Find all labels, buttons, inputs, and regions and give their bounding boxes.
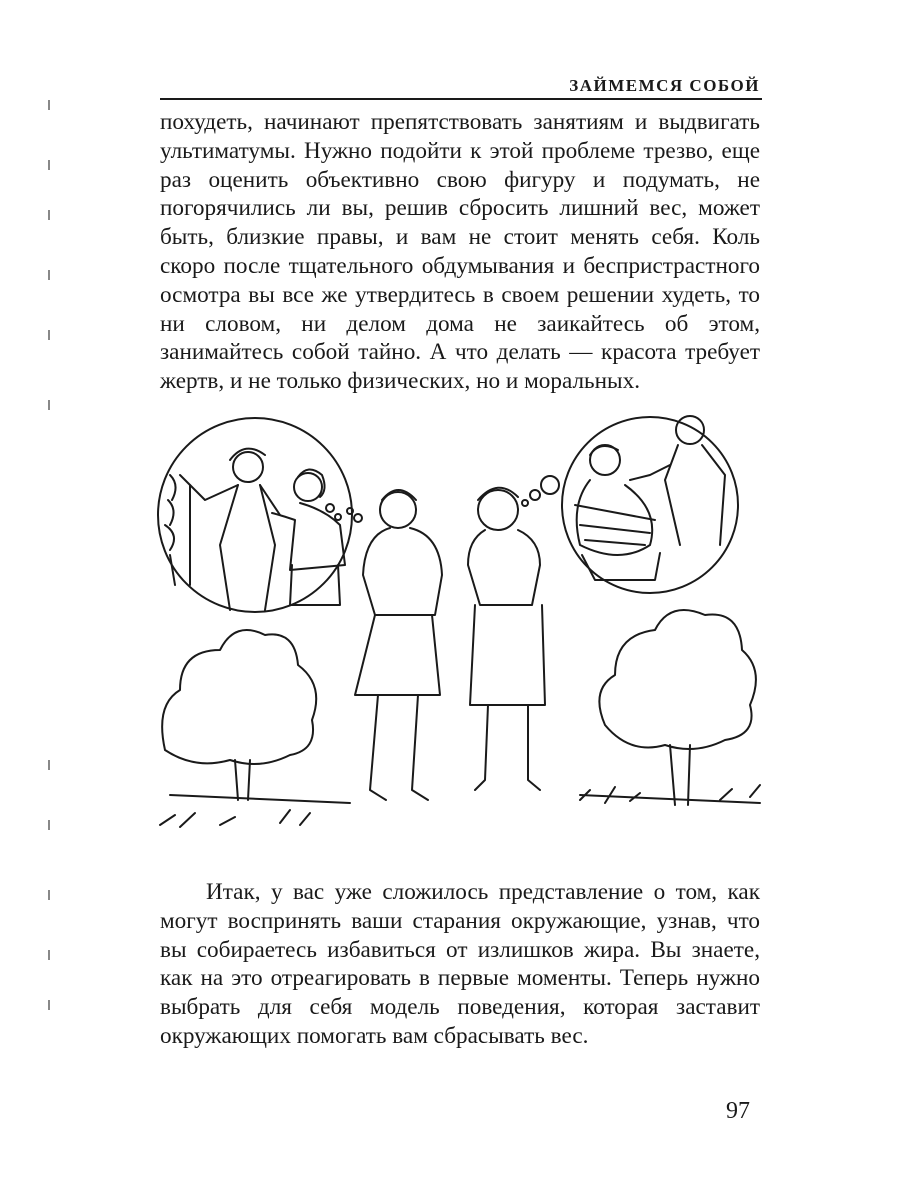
ground-grass — [160, 785, 760, 827]
bush-left — [162, 630, 350, 803]
thought-dots-left — [347, 508, 362, 522]
illustration — [150, 405, 770, 845]
thought-dots-right — [522, 476, 559, 506]
page-number: 97 — [726, 1098, 750, 1124]
scan-edge-marks — [40, 100, 60, 1050]
thought-bubble-right — [562, 416, 738, 593]
paragraph-top: похудеть, начинают препятствовать занятиям и выдвигать ультиматумы. Нужно подойти к этой проблеме трезво, еще раз оценить объективно свою фигуру и подумать, не погорячились ли вы, решив сбросить лишний вес, может быть, близкие правы, и вам не стоит менять себя. Коль скоро после тщательного обдумывания и беспристрастного осмотра вы все же утвердитесь в своем решении худеть, то ни словом, ни делом дома не заикайтесь об этом, занимайтесь собой тайно. А что делать — красота требует жертв, и не только физических, но и моральных. — [160, 109, 760, 395]
bush-right — [580, 610, 760, 805]
thought-bubble-left — [158, 418, 352, 612]
running-head: ЗАЙМЕМСЯ СОБОЙ — [569, 76, 760, 95]
paragraph-bottom: Итак, у вас уже сложилось представление о том, как могут воспринять ваши старания окружающие, узнав, что вы собираетесь избавиться от излишков жира. Вы знаете, как на это отреагировать в первые моменты. Теперь нужно выбрать для себя модель поведения, которая заставит окружающих помогать вам сбрасывать вес. — [160, 879, 760, 1049]
header-rule — [160, 98, 762, 100]
woman-right — [468, 488, 545, 790]
woman-left — [355, 490, 442, 800]
